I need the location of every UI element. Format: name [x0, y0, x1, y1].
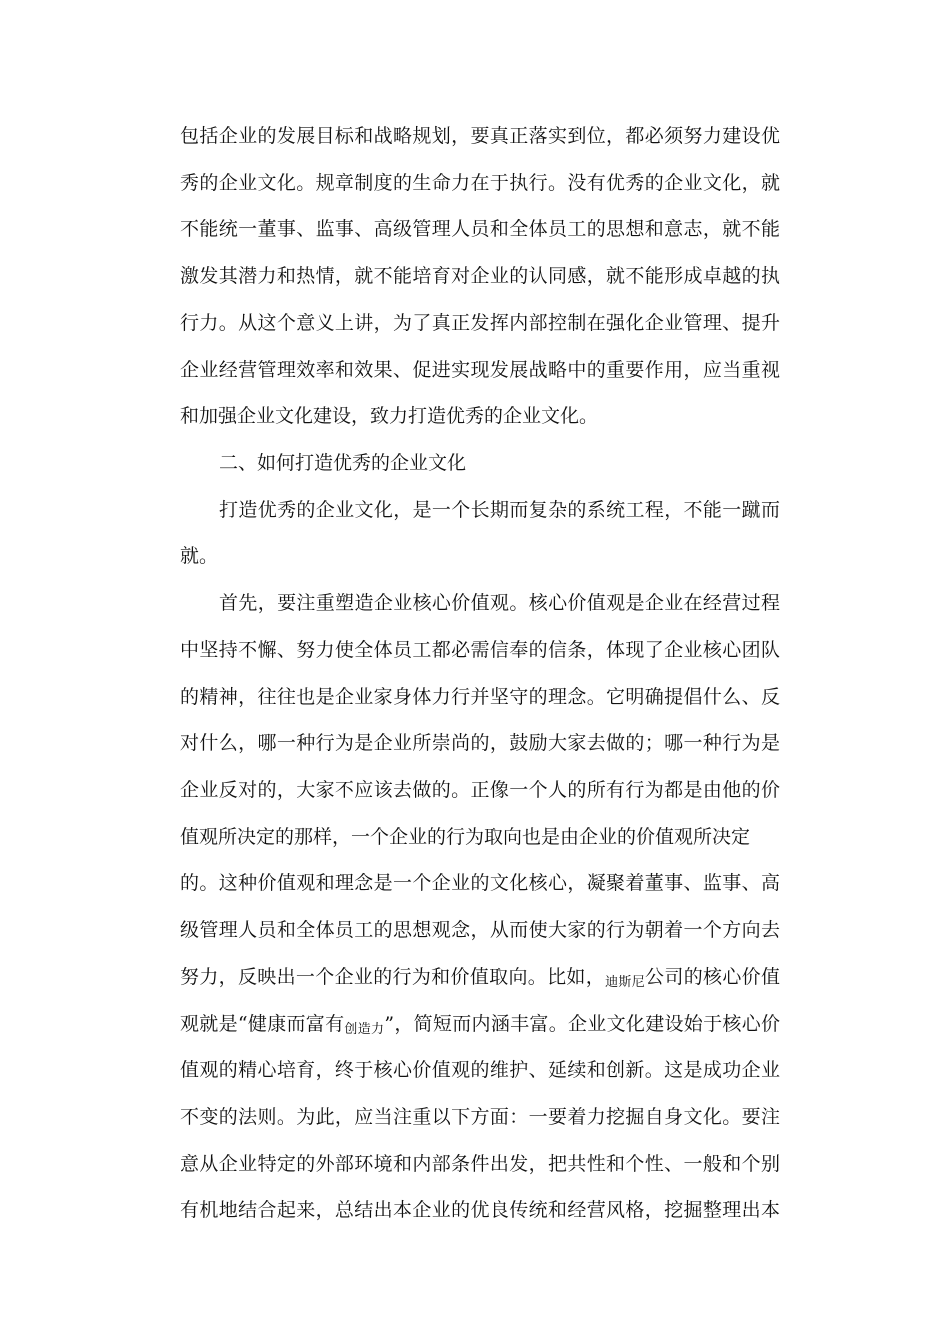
paragraph-line: 意从企业特定的外部环境和内部条件出发，把共性和个性、一般和个别 [180, 1153, 780, 1175]
paragraph-line: 对什么，哪一种行为是企业所崇尚的，鼓励大家去做的；哪一种行为是 [180, 732, 780, 754]
paragraph-line: 值观所决定的那样，一个企业的行为取向也是由企业的价值观所决定 [180, 826, 751, 848]
line-segment: 公司的核心价值 [645, 966, 780, 988]
paragraph-line: 企业反对的，大家不应该去做的。正像一个人的所有行为都是由他的价 [180, 779, 780, 801]
paragraph-line: 不变的法则。为此，应当注重以下方面：一要着力挖掘自身文化。要注 [180, 1106, 780, 1128]
paragraph-line: 首先，要注重塑造企业核心价值观。核心价值观是企业在经营过程 [219, 592, 780, 614]
inline-small-text: 迪斯尼 [605, 975, 646, 990]
paragraph-line: 级管理人员和全体员工的思想观念，从而使大家的行为朝着一个方向去 [180, 919, 780, 941]
paragraph-line: 值观的精心培育，终于核心价值观的维护、延续和创新。这是成功企业 [180, 1059, 780, 1081]
line-segment: 努力，反映出一个企业的行为和价值取向。比如， [180, 966, 606, 988]
line-segment: 观就是“健康而富有 [180, 1013, 345, 1035]
paragraph-line: 中坚持不懈、努力使全体员工都必需信奉的信条，体现了企业核心团队 [180, 639, 780, 661]
paragraph-line: 和加强企业文化建设，致力打造优秀的企业文化。 [180, 405, 599, 427]
paragraph-line: 企业经营管理效率和效果、促进实现发展战略中的重要作用，应当重视 [180, 359, 780, 381]
paragraph-line [180, 1010, 780, 1038]
line-segment: ”，简短而内涵丰富。企业文化建设始于核心价 [384, 1013, 780, 1035]
paragraph-line: 不能统一董事、监事、高级管理人员和全体员工的思想和意志，就不能 [180, 218, 780, 240]
paragraph-line: 行力。从这个意义上讲，为了真正发挥内部控制在强化企业管理、提升 [180, 312, 780, 334]
section-heading: 二、如何打造优秀的企业文化 [219, 452, 467, 474]
paragraph-line: 的。这种价值观和理念是一个企业的文化核心，凝聚着董事、监事、高 [180, 872, 780, 894]
paragraph-line: 有机地结合起来，总结出本企业的优良传统和经营风格，挖掘整理出本 [180, 1199, 780, 1221]
paragraph-line: 的精神，往往也是企业家身体力行并坚守的理念。它明确提倡什么、反 [180, 686, 780, 708]
paragraph-line: 包括企业的发展目标和战略规划，要真正落实到位，都必须努力建设优 [180, 125, 780, 147]
paragraph-line [180, 963, 780, 991]
paragraph-line: 激发其潜力和热情，就不能培育对企业的认同感，就不能形成卓越的执 [180, 265, 780, 287]
paragraph-line: 打造优秀的企业文化，是一个长期而复杂的系统工程，不能一蹴而 [219, 499, 780, 521]
paragraph-line: 就。 [180, 545, 219, 567]
inline-small-text: 创造力 [344, 1022, 385, 1037]
paragraph-line: 秀的企业文化。规章制度的生命力在于执行。没有优秀的企业文化，就 [180, 172, 780, 194]
